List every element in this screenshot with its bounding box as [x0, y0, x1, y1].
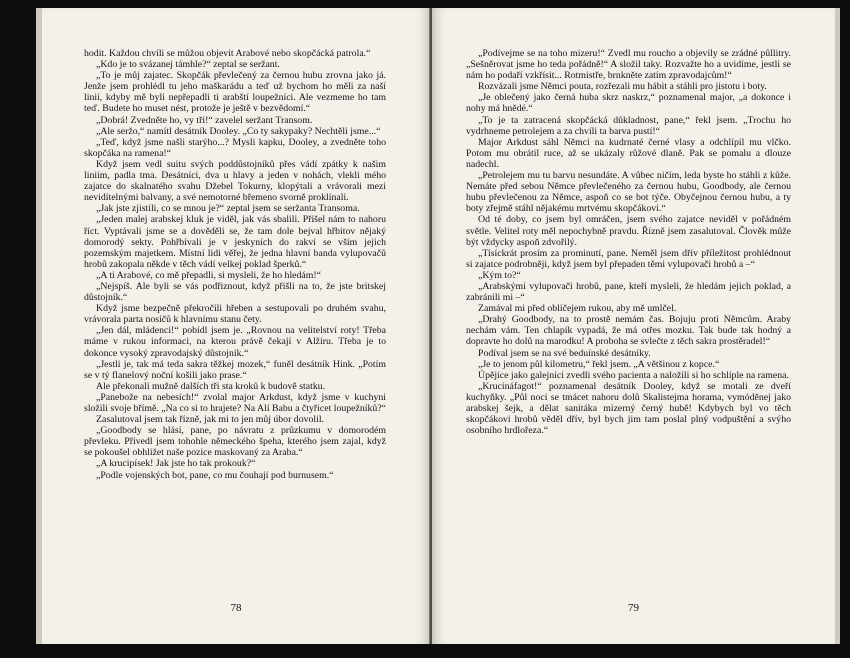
paragraph: „A krucipísek! Jak jste ho tak prokouk?“ [96, 458, 256, 470]
paragraph: „Jeden malej arabskej kluk je viděl, jak vás sbalili. Přišel nám to nahoru říct. Vyptávali jsme se a dověděli se, že tam dole bejval hřbitov nějaký domorodý sekty. Pohřbívali je v jeskyních do rakví se vším jejich pozemským majetkem. Místní lidi věřej, že jedna hlavní banda vylupovačů hrobů zakopala někde v těch vádí velkej poklad šperků.“ [84, 214, 386, 270]
paragraph: Od té doby, co jsem byl omráčen, jsem svého zajatce neviděl v pořádném světle. Velitel roty měl nepochybně pravdu. Řízně jsem zasalutoval. Člověk může být vždycky aspoň zdvořilý. [466, 214, 791, 248]
paragraph: „Teď, když jsme našli starýho...? Mysli kapku, Dooley, a zvedněte toho skopčáka na ramena!“ [84, 136, 386, 159]
paragraph: „Krucináfagot!“ poznamenal desátník Dooley, když se motali ze dveří kuchyňky. „Půl noci se tmácet nahoru dolů Skalistejma horama, vymóděnej jako arabskej šejk, a dělat sanitáka mizerný černý hubě! Kdybych byl vo těch skopčákovi hrobů věděl dřív, byl bych jim tam poslal plný vodpuštění a svýho osobního hrdlořeza.“ [466, 380, 791, 437]
paragraph: Zamával mi před obličejem rukou, aby mě umlčel. [478, 303, 677, 315]
paragraph: „To je můj zajatec. Skopčák převlečený za černou hubu zrovna jako já. Jenže jsem prohlédl tu jeho maškarádu a teď už bychom ho měli za naší linií, kdyby mě byli nepřepadli ti arabští loupežníci. Ale vezmeme ho tam teď. Budete ho muset nést, protože je ještě v bezvědomí.“ [84, 70, 386, 115]
paragraph: „To je ta zatracená skopčácká důkladnost, pane,“ řekl jsem. „Trochu ho vydrhneme petrolejem a za chvíli ta barva pustí!“ [466, 114, 791, 137]
paragraph: „Je oblečený jako černá huba skrz naskrz,“ poznamenal major, „a dokonce i nohy má hnědé.“ [466, 92, 791, 115]
paragraph: „Goodbody se hlásí, pane, po návratu z průzkumu v domorodém převleku. Přivedl jsem tohohle německého špeha, kterého jsem zajal, když se pokoušel obhlížet naše pozice maskovaný za Araba.“ [84, 425, 386, 459]
paragraph: Major Arkdust sáhl Němci na kudrnaté černé vlasy a odchlípil mu vlčko. Potom mu obrátil ruce, až se ukázaly růžové dlaně. Pak se pomalu a dlouze nadechl. [466, 136, 791, 170]
paragraph: „Kdo je to svázanej támhle?“ zeptal se seržant. [96, 59, 280, 71]
paragraph: Když jsem vedl suitu svých poddůstojníků přes vádí zpátky k našim liniím, padla tma. Desátníci, dva u hlavy a jeden v nohách, vlekli mého zajatce do skalnatého svahu Džebel Tokurny, klopýtali a vrávorali mezi nevidítelnými balvany, a své nemotorné břemeno svorně proklínali. [84, 158, 386, 204]
paragraph: Zasalutoval jsem tak řízně, jak mi to jen můj úbor dovolil. [96, 414, 325, 426]
right-page-text [466, 48, 791, 436]
paragraph: „Tisíckrát prosím za prominutí, pane. Neměl jsem dřív příležitost prohlédnout si zajatce podrobněji, když jsem byl přepaden těmi vylupovači hrobů a –“ [466, 247, 791, 270]
paragraph: „Jen dál, mládenci!“ pobídl jsem je. „Rovnou na velitelství roty! Třeba máme v rukou informaci, na kterou právě čekají v Alžíru. Třeba je to dokonce vysoký zpravodajský důstojník.“ [84, 325, 386, 359]
paragraph: „Ale seržo,“ namítl desátník Dooley. „Co ty sakypaky? Nechtěli jsme...“ [96, 125, 381, 137]
paragraph: Když jsme bezpečně překročili hřeben a sestupovali po druhém svahu, vrávorala parta nosičů k hlavnímu stanu čety. [84, 303, 386, 326]
right-page-number: 79 [628, 602, 639, 614]
book-spread [36, 8, 840, 650]
paragraph: Rozvázali jsme Němci pouta, rozřezali mu hábit a stáhli pro jistotu i boty. [478, 81, 767, 93]
left-page-number: 78 [230, 602, 242, 614]
paragraph: Úpějíce jako galejníci zvedli svého pacienta a naložili si ho schlíple na ramena. [478, 369, 789, 381]
paragraph: „Podle vojenských bot, pane, co mu čouhají pod burnusem.“ [96, 469, 334, 481]
paragraph: „Dobrá! Zvedněte ho, vy tři!“ zavelel seržant Transom. [96, 114, 313, 126]
paragraph: „Podívejme se na toho mizeru!“ Zvedl mu roucho a objevily se zrádné půllitry. „Sešněrovat jsme ho teda pořádně!“ A složil taky. Rozvažte ho a uvidíme, jestli se nám ho podaří vzkřísit... Rotmistře, brnkněte zatím zpravodajcům!“ [466, 48, 791, 82]
paragraph: „Petrolejem mu tu barvu nesundáte. A vůbec ničím, leda byste ho stáhli z kůže. Nemáte před sebou Němce převlečeného za černou hubu, Goodbody, ale černou hubu převlečenou za Němce, aspoň co se bot týče. Obyčejnou černou hubu, a ty boty zřejmě stáhl nějakému mrtvému skopčákovi.“ [466, 170, 791, 215]
paragraph: „Panebože na nebesích!“ zvolal major Arkdust, když jsme v kuchyni složili svoje břímě. „Na co si to hrajete? Na Alí Babu a čtyřicet loupežníků?“ [84, 391, 386, 414]
paragraph: „Je to jenom půl kilometru,“ řekl jsem. „A většinou z kopce.“ [478, 358, 720, 370]
paragraph: „Kým to?“ [478, 269, 521, 281]
paragraph: „Jestli je, tak má teda sakra těžkej mozek,“ funěl desátník Hink. „Potím se v tý flanelový noční košili jako prase.“ [84, 358, 386, 381]
paragraph: „Jak jste zjistili, co se mnou je?“ zeptal jsem se seržanta Transoma. [96, 203, 360, 215]
paragraph: „A ti Arabové, co mě přepadli, si mysleli, že ho hledám!“ [96, 269, 321, 281]
right-page [432, 8, 840, 644]
paragraph: „Drahý Goodbody, na to prostě nemám čas. Bojuju proti Němcům. Araby nechám vám. Ten chlapík vypadá, že má otřes mozku. Tak bude tak hodný a dopravte ho dolů na marodku! A proboha se svlečte z těch sakra prostěradel!“ [466, 314, 791, 348]
left-page-text [84, 48, 386, 481]
paragraph: Ale překonali mužně dalších tři sta kroků k budově statku. [96, 380, 326, 392]
paragraph: „Nejspíš. Ale byli se vás podřiznout, když přišli na to, že jste britskej důstojník.“ [84, 280, 386, 304]
paragraph: Podíval jsem se na své beduínské desátníky. [478, 347, 651, 359]
left-page [36, 8, 430, 644]
paragraph: „Arabskými vylupovači hrobů, pane, kteří mysleli, že hledám jejich poklad, a zabránili mi –“ [466, 280, 791, 304]
paragraph: hodit. Každou chvíli se můžou objevit Arabové nebo skopčácká patrola.“ [84, 48, 371, 59]
